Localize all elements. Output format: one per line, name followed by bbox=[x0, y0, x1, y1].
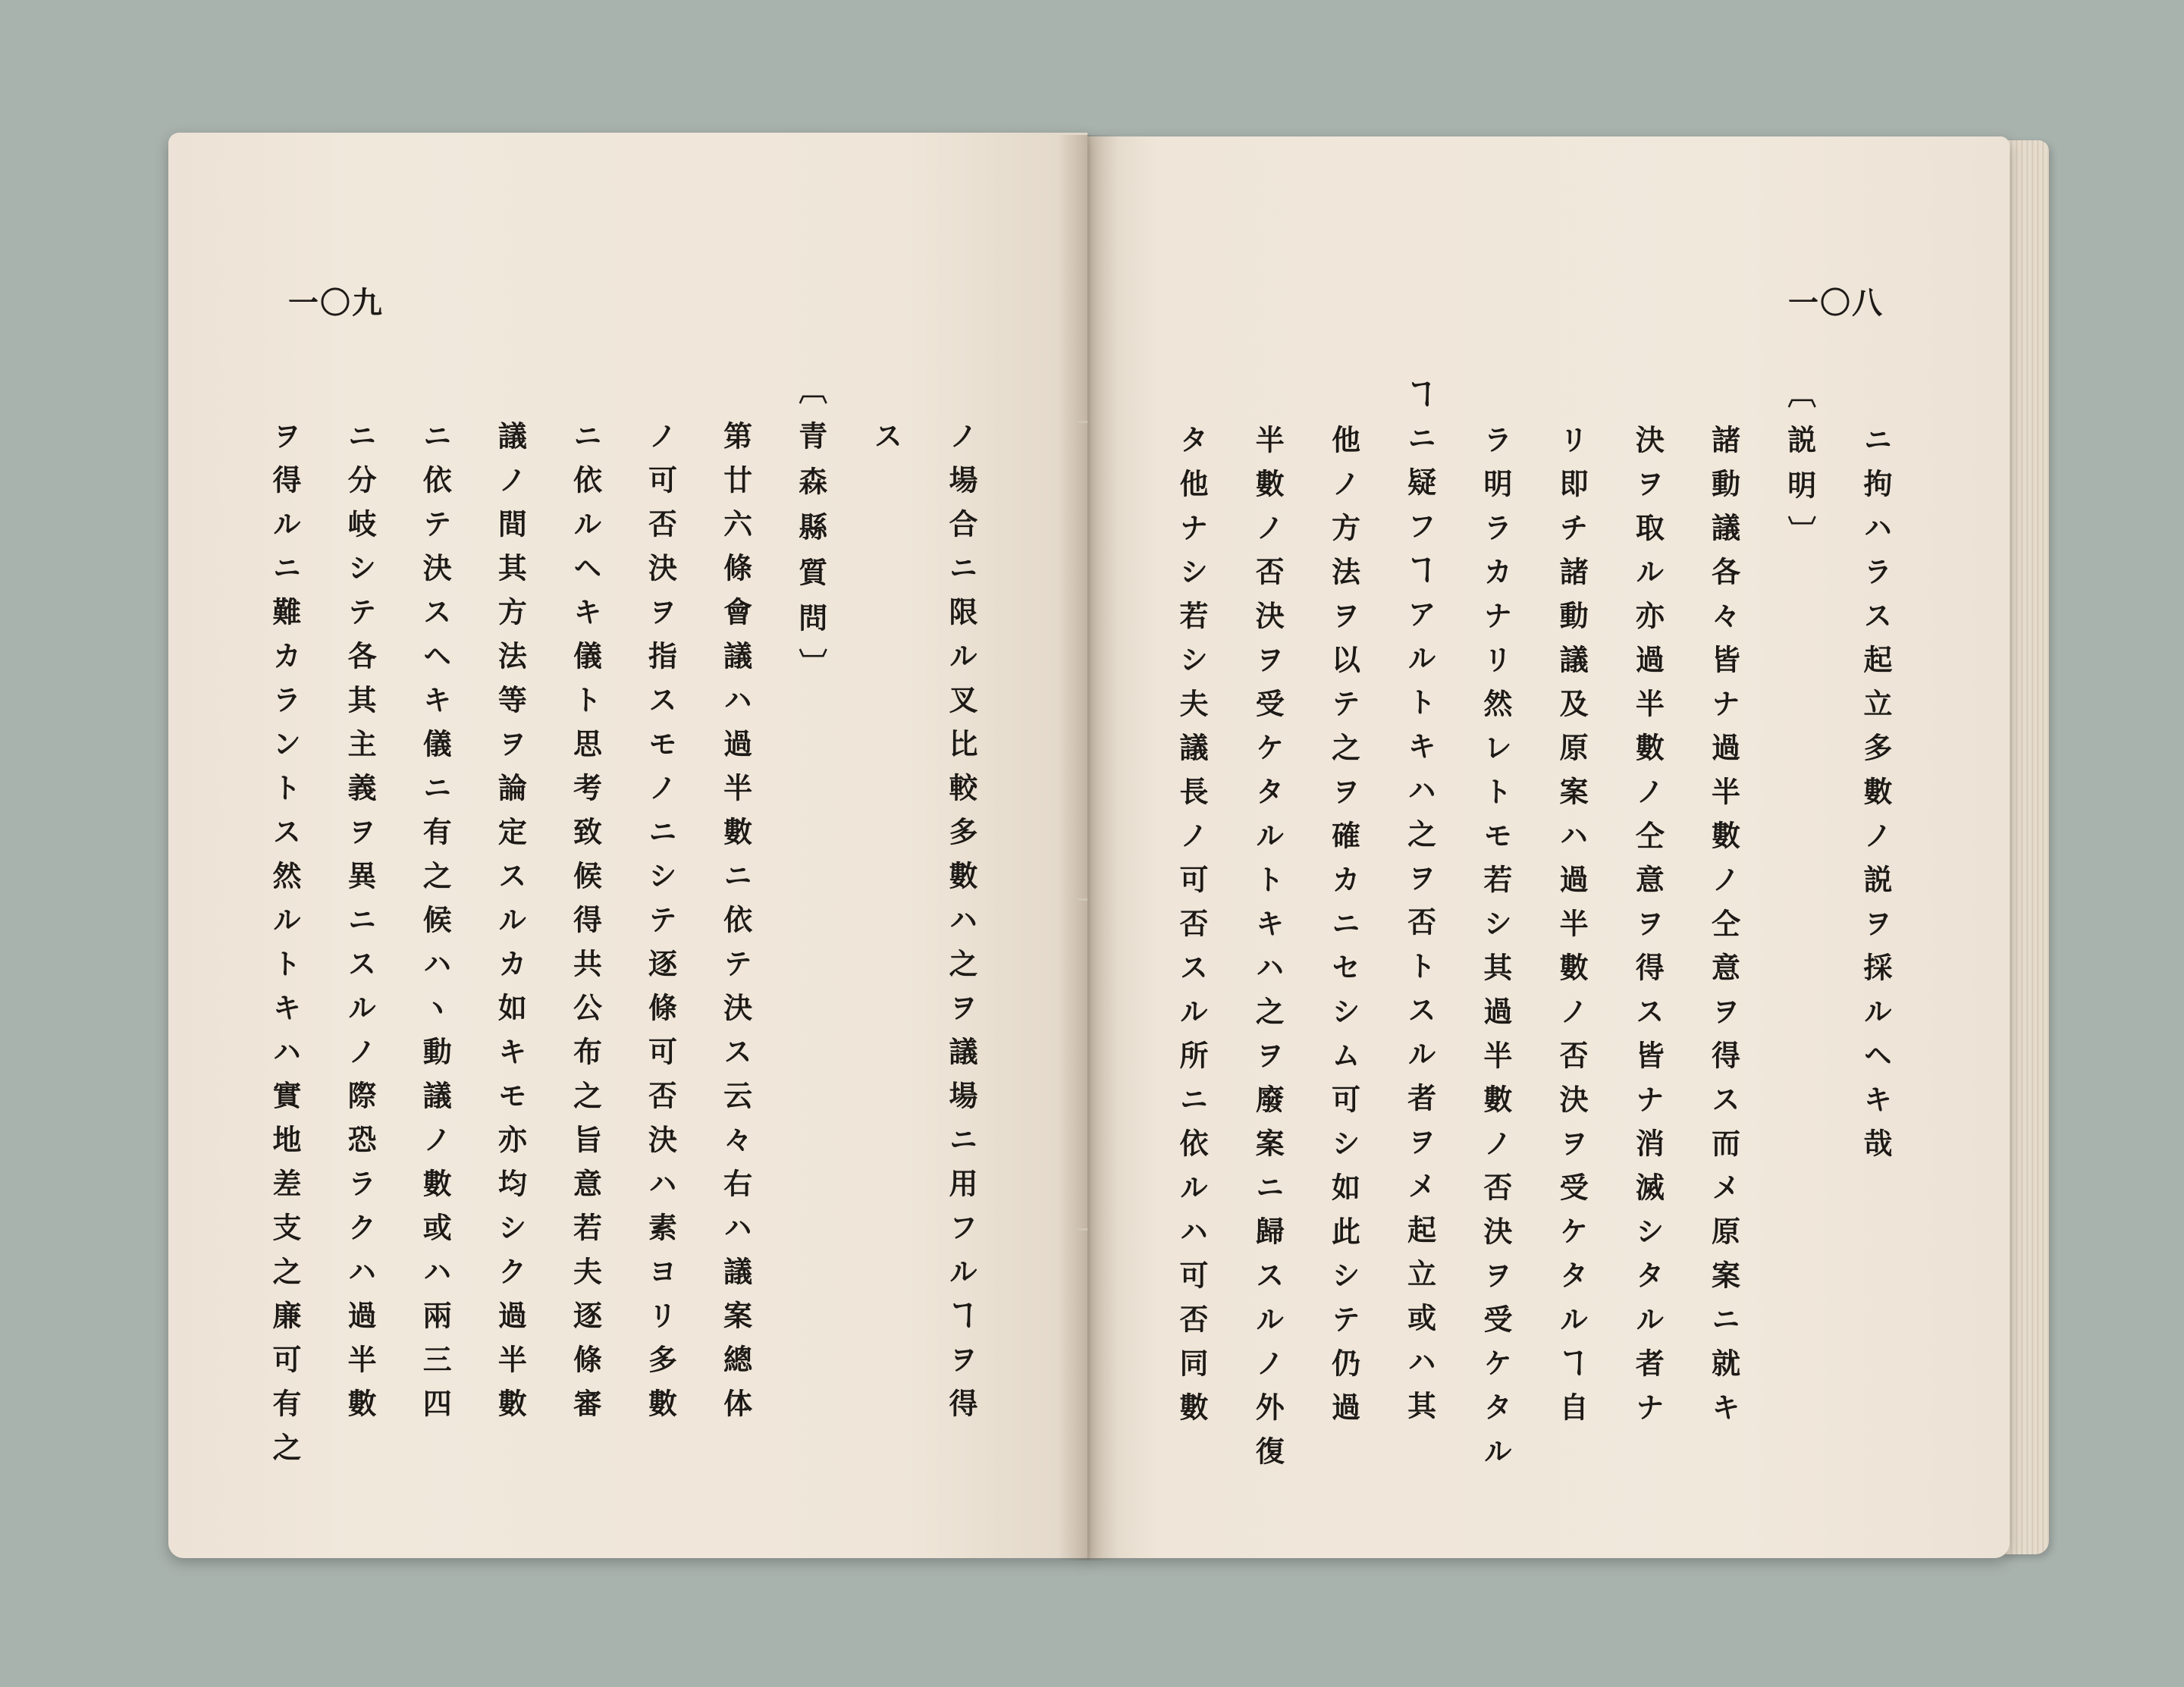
text-column: ラ明ラカナリ然レトモ若シ其過半數ノ否決ヲ受ケタル bbox=[1478, 425, 1512, 1480]
book-spine bbox=[1058, 135, 1119, 1560]
text-column: ニ依ルヘキ儀ト思考致候得共公布之旨意若夫逐條審 bbox=[568, 421, 602, 1432]
text-column: 半數ノ否決ヲ受ケタルトキハ之ヲ廢案ニ歸スルノ外復 bbox=[1250, 425, 1285, 1480]
text-column: 諸動議各々皆ナ過半數ノ仝意ヲ得ス而メ原案ニ就キ bbox=[1706, 425, 1740, 1436]
text-column: 第廿六條會議ハ過半數ニ依テ決ス云々右ハ議案總体 bbox=[718, 421, 752, 1432]
text-column: ノ可否決ヲ指スモノニシテ逐條可否決ハ素ヨリ多數 bbox=[643, 421, 677, 1432]
text-column: 他ノ方法ヲ以テ之ヲ確カニセシム可シ如此シテ仍過 bbox=[1326, 425, 1360, 1436]
right-page-number: 一〇八 bbox=[1788, 285, 1884, 321]
text-column: リ即チ諸動議及原案ハ過半數ノ否決ヲ受ケタルヿ自 bbox=[1555, 425, 1589, 1436]
text-column: ノ場合ニ限ル叉比較多數ハ之ヲ議場ニ用フルヿヲ得 bbox=[943, 421, 977, 1432]
text-column: タ他ナシ若シ夫議長ノ可否スル所ニ依ルハ可否同數 bbox=[1175, 425, 1208, 1436]
text-column: 決ヲ取ル亦過半數ノ仝意ヲ得ス皆ナ消滅シタル者ナ bbox=[1630, 425, 1665, 1436]
section-heading: 〔青森縣質問〕 bbox=[793, 375, 827, 694]
left-page-number: 一〇九 bbox=[288, 285, 384, 321]
binding-stitch bbox=[1077, 1228, 1087, 1231]
binding-stitch bbox=[1077, 898, 1087, 901]
binding-stitch bbox=[1077, 421, 1087, 423]
text-column: ヿニ疑フヿアルトキハ之ヲ否トスル者ヲメ起立或ハ其 bbox=[1402, 379, 1436, 1435]
text-column: 議ノ間其方法等ヲ論定スルカ如キモ亦均シク過半數 bbox=[493, 421, 527, 1432]
text-column: ヲ得ルニ難カラントス然ルトキハ實地差支之廉可有之 bbox=[268, 421, 301, 1476]
text-column: ニ依テ決スヘキ儀ニ有之候ハヽ動議ノ數或ハ兩三四 bbox=[418, 421, 452, 1432]
section-heading: 〔説明〕 bbox=[1782, 379, 1816, 561]
text-column: ニ拘ハラス起立多數ノ説ヲ採ルヘキ哉 bbox=[1858, 425, 1892, 1172]
text-column: ニ分岐シテ各其主義ヲ異ニスルノ際恐ラクハ過半數 bbox=[343, 421, 377, 1432]
right-page-text bbox=[1175, 379, 1892, 1480]
text-column: ス bbox=[868, 421, 902, 465]
left-page-text bbox=[268, 375, 977, 1476]
